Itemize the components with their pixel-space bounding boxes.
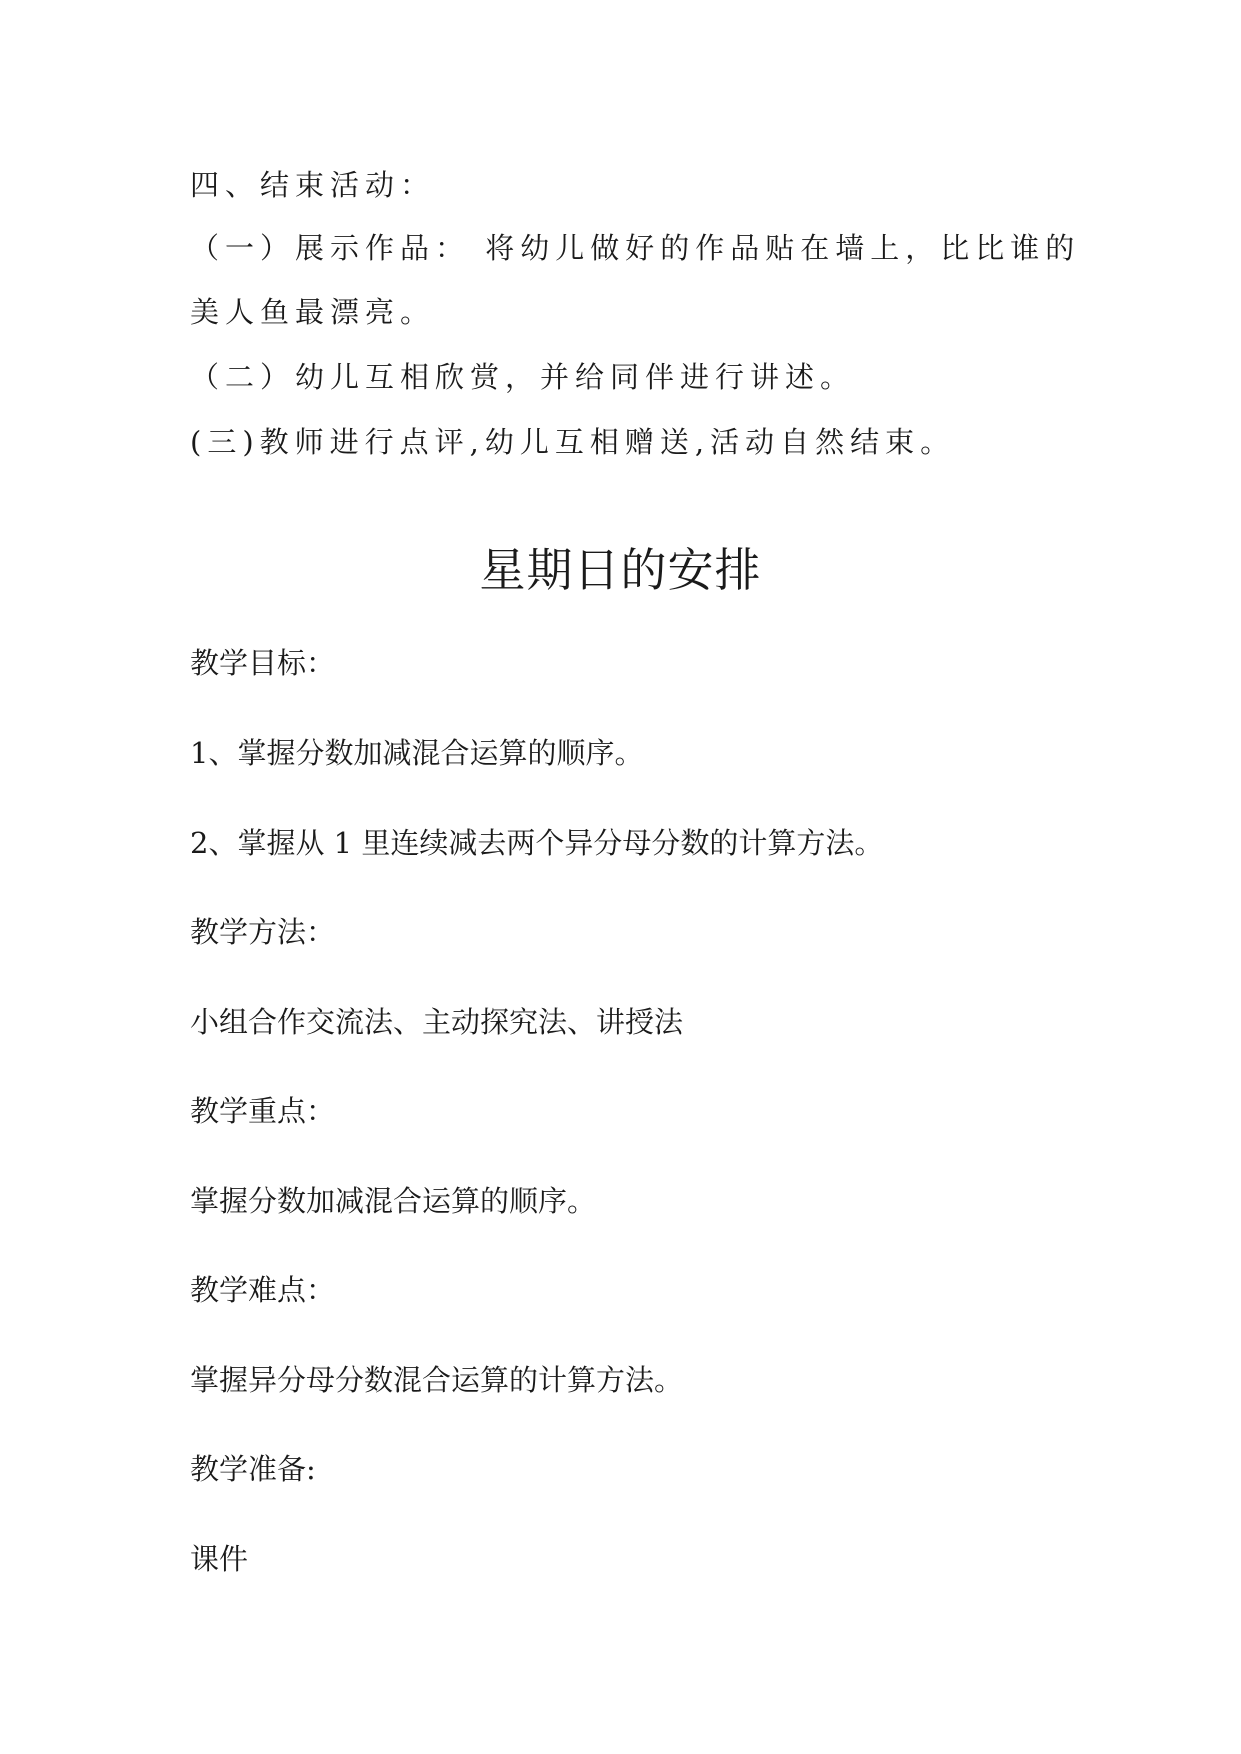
activity-item-1-line-1: （一）展示作品： 将幼儿做好的作品贴在墙上，比比谁的 [190, 231, 1081, 265]
difficulties-text: 掌握异分母分数混合运算的计算方法。 [190, 1363, 684, 1397]
preparation-text: 课件 [190, 1542, 249, 1576]
key-points-text: 掌握分数加减混合运算的顺序。 [190, 1184, 597, 1218]
activity-item-3: (三)教师进行点评,幼儿互相赠送,活动自然结束。 [190, 425, 956, 459]
key-points-heading: 教学重点： [190, 1094, 336, 1128]
preparation-heading: 教学准备: [190, 1452, 316, 1486]
difficulties-heading: 教学难点： [190, 1273, 336, 1307]
goal-item-1: 1、掌握分数加减混合运算的顺序。 [190, 736, 644, 770]
methods-text: 小组合作交流法、主动探究法、讲授法 [190, 1005, 684, 1039]
activity-item-2: （二）幼儿互相欣赏，并给同伴进行讲述。 [190, 360, 856, 394]
activity-item-1-line-2: 美人鱼最漂亮。 [190, 295, 436, 329]
lesson-title: 星期日的安排 [479, 543, 762, 597]
section-heading: 四、结束活动： [190, 168, 436, 202]
methods-heading: 教学方法： [190, 915, 336, 949]
goals-heading: 教学目标： [190, 646, 336, 680]
goal-item-2: 2、掌握从 1 里连续减去两个异分母分数的计算方法。 [190, 826, 884, 860]
